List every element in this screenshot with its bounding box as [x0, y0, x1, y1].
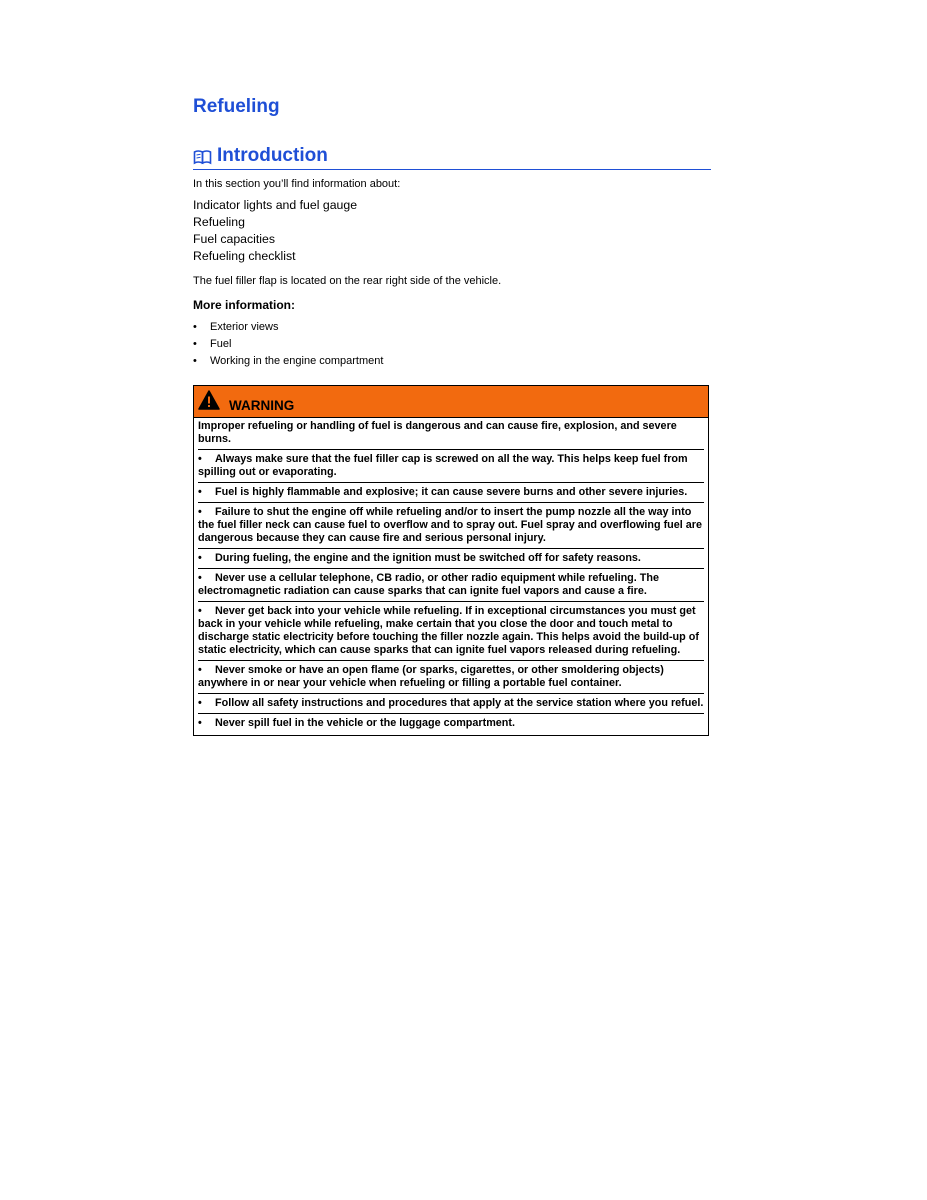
warning-item	[198, 569, 704, 602]
warning-item-text: Never spill fuel in the vehicle or the luggage compartment.	[215, 717, 515, 729]
warning-box	[193, 385, 709, 736]
bullet: •	[198, 605, 202, 617]
warning-item	[198, 503, 704, 549]
bullet: •	[198, 453, 202, 465]
warning-item	[198, 694, 704, 714]
warning-item	[198, 549, 704, 569]
warning-body	[194, 418, 708, 735]
warning-label: WARNING	[229, 397, 295, 413]
more-info-link[interactable]: Working in the engine compartment	[210, 355, 384, 367]
warning-item	[198, 661, 704, 694]
warning-intro: Improper refueling or handling of fuel is dangerous and can cause fire, explosion, and severe burns.	[198, 420, 704, 450]
bullet: •	[198, 486, 202, 498]
bullet: •	[198, 697, 202, 709]
warning-item	[198, 714, 704, 733]
location-note: The fuel filler flap is located on the rear right side of the vehicle.	[193, 275, 502, 287]
warning-item	[198, 450, 704, 483]
warning-item	[198, 602, 704, 661]
warning-item	[198, 483, 704, 503]
bullet: •	[198, 506, 202, 518]
more-info-item[interactable]	[193, 353, 383, 370]
bullet: •	[198, 717, 202, 729]
topic-list	[193, 197, 357, 265]
warning-item-text: Always make sure that the fuel filler cap is screwed on all the way. This helps keep fuel from spilling out or evaporating.	[198, 453, 688, 478]
bullet: •	[193, 321, 197, 333]
warning-triangle-icon	[198, 390, 220, 410]
more-info-list	[193, 319, 383, 370]
topic-link[interactable]: Fuel capacities	[193, 232, 276, 246]
intro-text: In this section you’ll find information about:	[193, 178, 401, 190]
warning-item-text: Fuel is highly flammable and explosive; it can cause severe burns and other severe injuries.	[215, 486, 688, 498]
more-info-link[interactable]: Fuel	[210, 338, 232, 350]
warning-item-text: Never use a cellular telephone, CB radio, or other radio equipment while refueling. The electromagnetic radiation can cause sparks that can ignite fuel vapors and cause a fire.	[198, 572, 659, 597]
bullet: •	[198, 552, 202, 564]
chapter-title: Refueling	[193, 96, 280, 117]
more-info-link[interactable]: Exterior views	[210, 321, 279, 333]
more-info-item[interactable]	[193, 336, 383, 353]
topic-link[interactable]: Refueling	[193, 215, 245, 229]
bullet: •	[198, 572, 202, 584]
bullet: •	[198, 664, 202, 676]
warning-header	[194, 386, 708, 418]
warning-item-text: Never get back into your vehicle while refueling. If in exceptional circumstances you must get back in your vehicle while refueling, make certain that you close the door and touch metal to discharge static electricity before touching the filler nozzle again. This helps avoid the build-up of static electricity, which can cause sparks that can ignite fuel vapors released during refueling.	[198, 605, 699, 656]
more-info-item[interactable]	[193, 319, 383, 336]
warning-item-text: Never smoke or have an open flame (or sparks, cigarettes, or other smoldering objects) anywhere in or near your vehicle when refueling or filling a portable fuel container.	[198, 664, 664, 689]
warning-item-text: Follow all safety instructions and procedures that apply at the service station where you refuel.	[215, 697, 704, 709]
section-title: Introduction	[217, 145, 328, 166]
topic-link[interactable]: Refueling checklist	[193, 249, 296, 263]
book-icon	[193, 149, 212, 165]
more-info-heading: More information:	[193, 298, 295, 312]
bullet: •	[193, 338, 197, 350]
section-header	[193, 144, 711, 170]
bullet: •	[193, 355, 197, 367]
topic-link[interactable]: Indicator lights and fuel gauge	[193, 198, 358, 212]
warning-item-text: During fueling, the engine and the ignition must be switched off for safety reasons.	[215, 552, 641, 564]
warning-item-text: Failure to shut the engine off while refueling and/or to insert the pump nozzle all the way into the fuel filler neck can cause fuel to overflow and to spray out. Fuel spray and overflowing fuel are dangerous because they can cause fire and serious personal injury.	[198, 506, 702, 544]
